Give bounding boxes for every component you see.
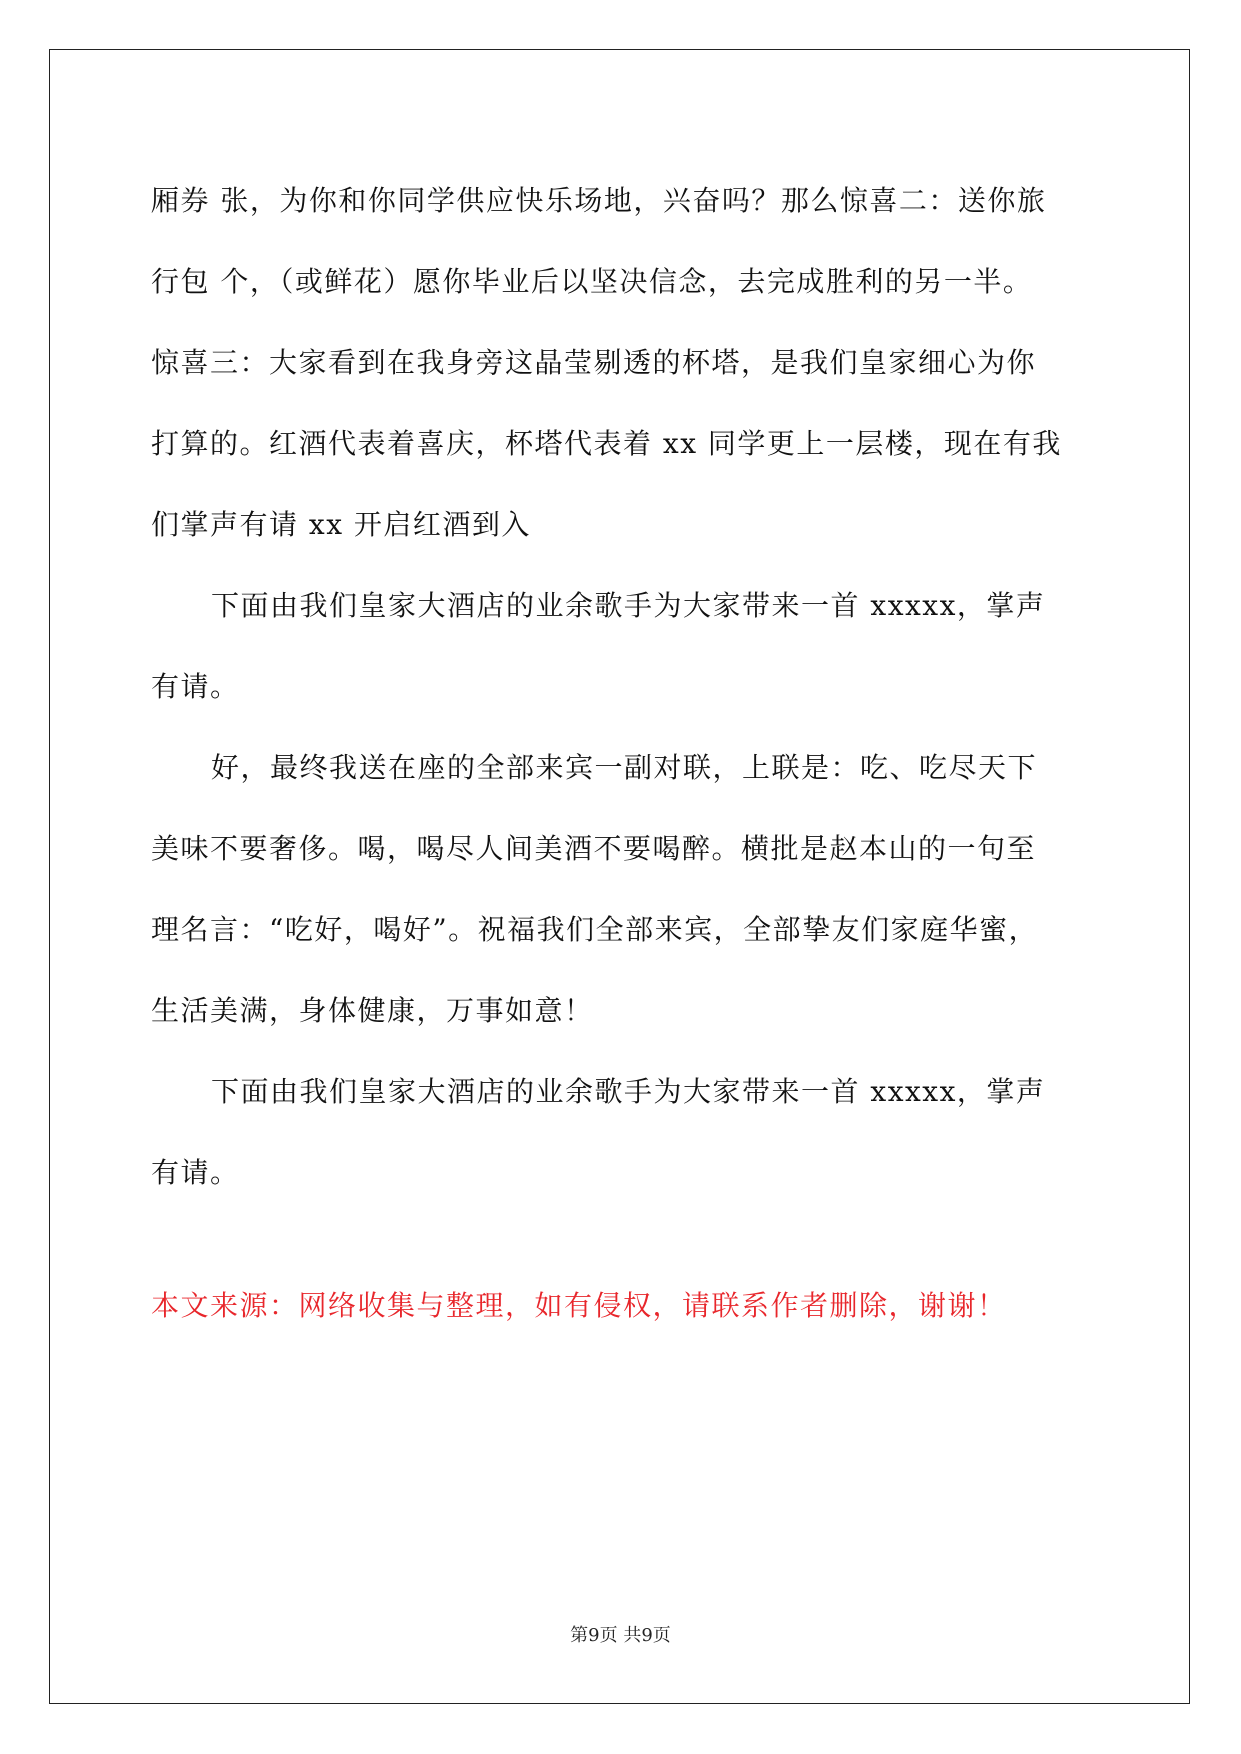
text-line: 生活美满，身体健康，万事如意！ [151,994,594,1027]
text-line: 好，最终我送在座的全部来宾一副对联，上联是：吃、吃尽天下 [211,751,1038,784]
page-number-footer: 第9页 共9页 [570,1625,671,1646]
text-line: 行包 个，（或鲜花）愿你毕业后以坚决信念，去完成胜利的另一半。 [151,265,1033,298]
text-line: 有请。 [151,1156,240,1189]
text-line: 们掌声有请 xx 开启红酒到入 [151,508,531,541]
document-body [151,160,1091,1213]
text-line: 有请。 [151,670,240,703]
source-note: 本文来源：网络收集与整理，如有侵权，请联系作者删除，谢谢！ [151,1289,1007,1322]
text-line: 惊喜三：大家看到在我身旁这晶莹剔透的杯塔，是我们皇家细心为你 [151,346,1037,379]
text-line: 美味不要奢侈。喝，喝尽人间美酒不要喝醉。横批是赵本山的一句至 [151,832,1037,865]
text-line: 厢券 张，为你和你同学供应快乐场地，兴奋吗？那么惊喜二：送你旅 [151,184,1047,217]
text-line: 下面由我们皇家大酒店的业余歌手为大家带来一首 xxxxx，掌声 [211,589,1046,622]
text-line: 打算的。红酒代表着喜庆，杯塔代表着 xx 同学更上一层楼，现在有我 [151,427,1062,460]
text-line: 下面由我们皇家大酒店的业余歌手为大家带来一首 xxxxx，掌声 [211,1075,1046,1108]
text-line: 理名言：“吃好，喝好”。祝福我们全部来宾，全部挚友们家庭华蜜， [151,913,1039,946]
